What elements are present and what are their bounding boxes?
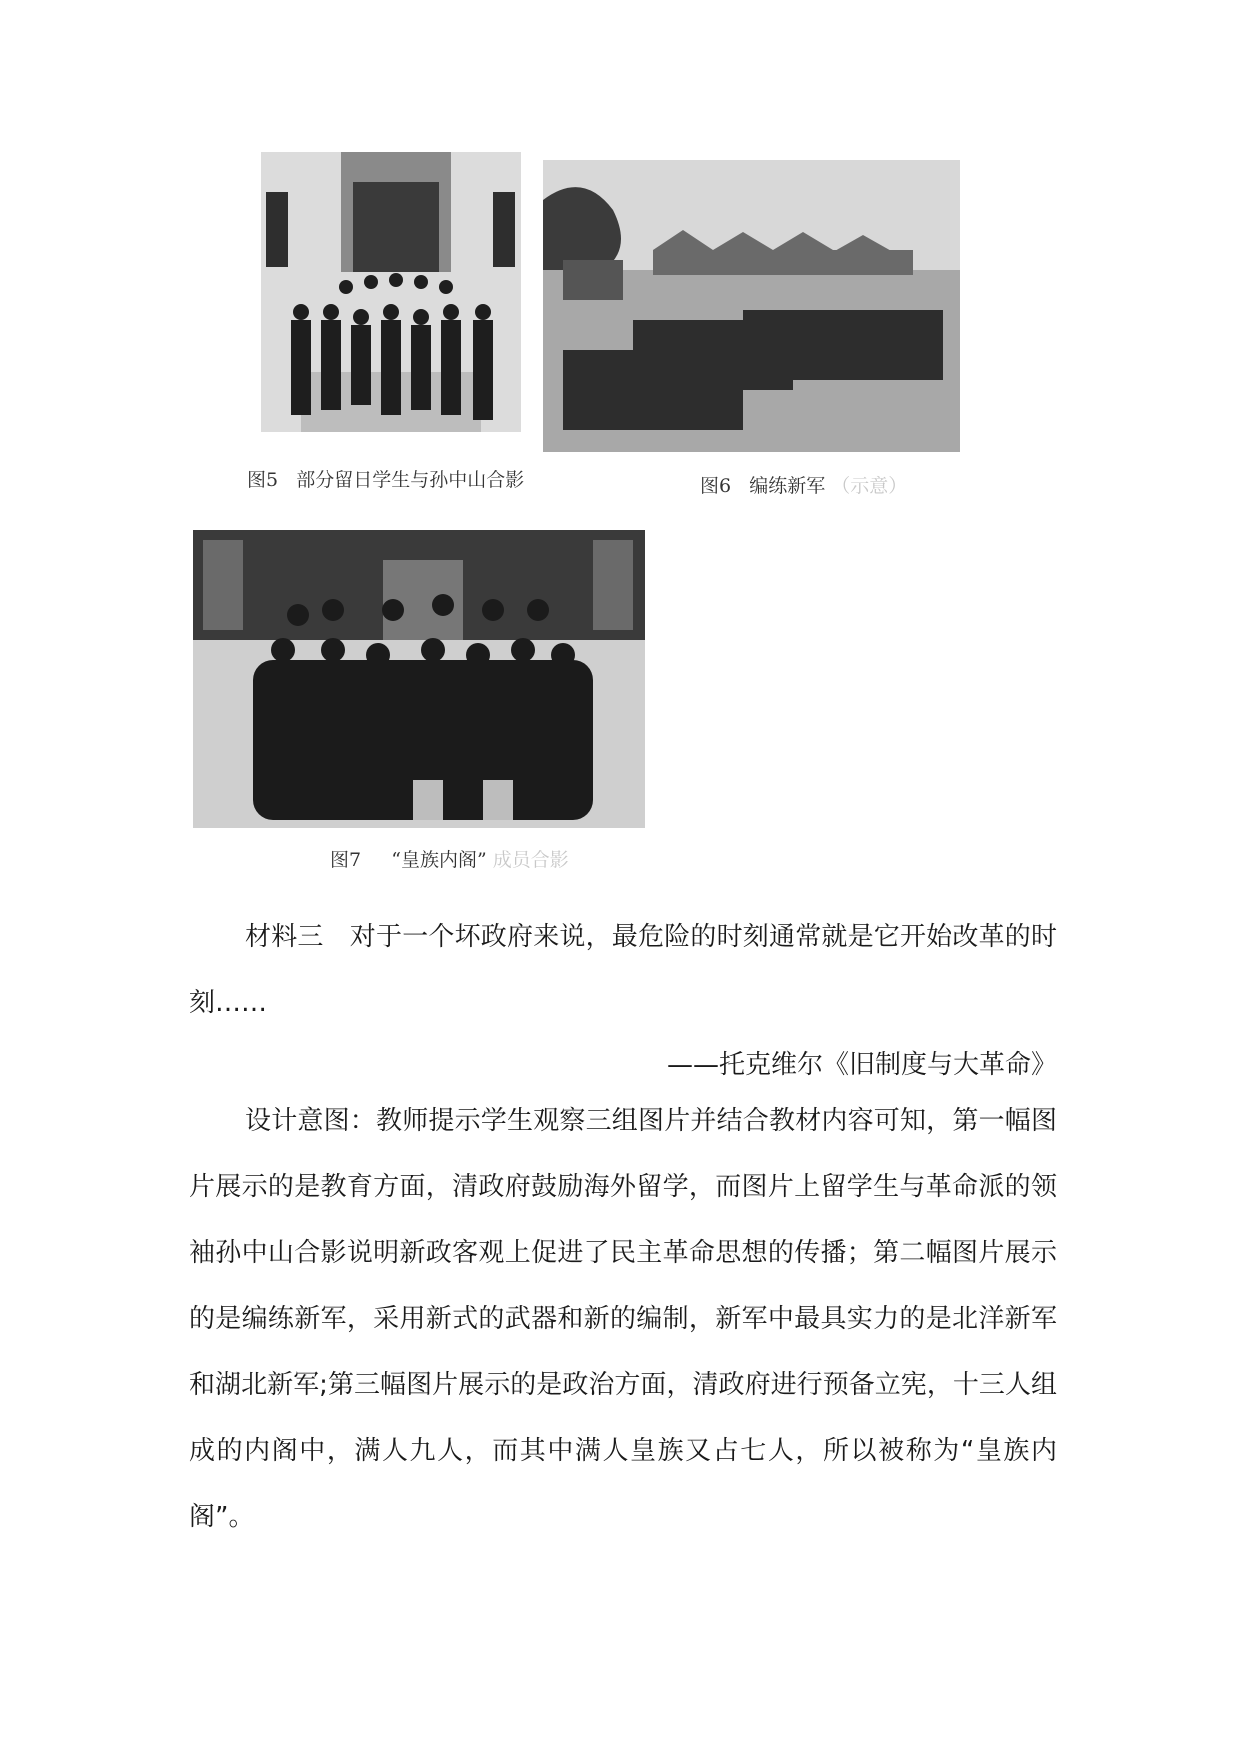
- figure-7-photo: [193, 530, 645, 828]
- figure-5-caption: [247, 465, 524, 492]
- figure-7-caption-text: “皇族内阁”: [391, 849, 487, 871]
- figure-6-label: 图6: [700, 475, 732, 497]
- figure-5-caption-text: 部分留日学生与孙中山合影: [296, 469, 525, 491]
- figure-5-photo: [261, 152, 521, 432]
- figure-7-label: 图7: [330, 849, 362, 871]
- figure-6-caption-faded: （示意）: [831, 475, 908, 497]
- figure-7-caption-faded: 成员合影: [492, 849, 569, 871]
- figure-5-label: 图5: [247, 469, 279, 491]
- figure-6-caption-text: 编练新军: [749, 475, 826, 497]
- material-3-paragraph: 材料三 对于一个坏政府来说，最危险的时刻通常就是它开始改革的时刻……: [189, 922, 1057, 1018]
- figure-6-caption: [700, 471, 907, 498]
- figure-7-caption: [330, 845, 569, 872]
- material-3-attribution: ——托克维尔《旧制度与大革命》: [666, 1050, 1057, 1080]
- figure-6-image: [543, 160, 960, 452]
- design-intent-paragraph: 设计意图：教师提示学生观察三组图片并结合教材内容可知，第一幅图片展示的是教育方面，清政府鼓励海外留学，而图片上留学生与革命派的领袖孙中山合影说明新政客观上促进了民主革命思想的传播；第二幅图片展示的是编练新军，采用新式的武器和新的编制，新军中最具实力的是北洋新军和湖北新军;第三幅图片展示的是政治方面，清政府进行预备立宪，十三人组成的内阁中，满人九人，而其中满人皇族又占七人，所以被称为“皇族内阁”。: [189, 1106, 1057, 1532]
- figure-6-photo: [543, 160, 960, 452]
- figure-5-image: [261, 152, 521, 432]
- figure-7-image: [193, 530, 645, 828]
